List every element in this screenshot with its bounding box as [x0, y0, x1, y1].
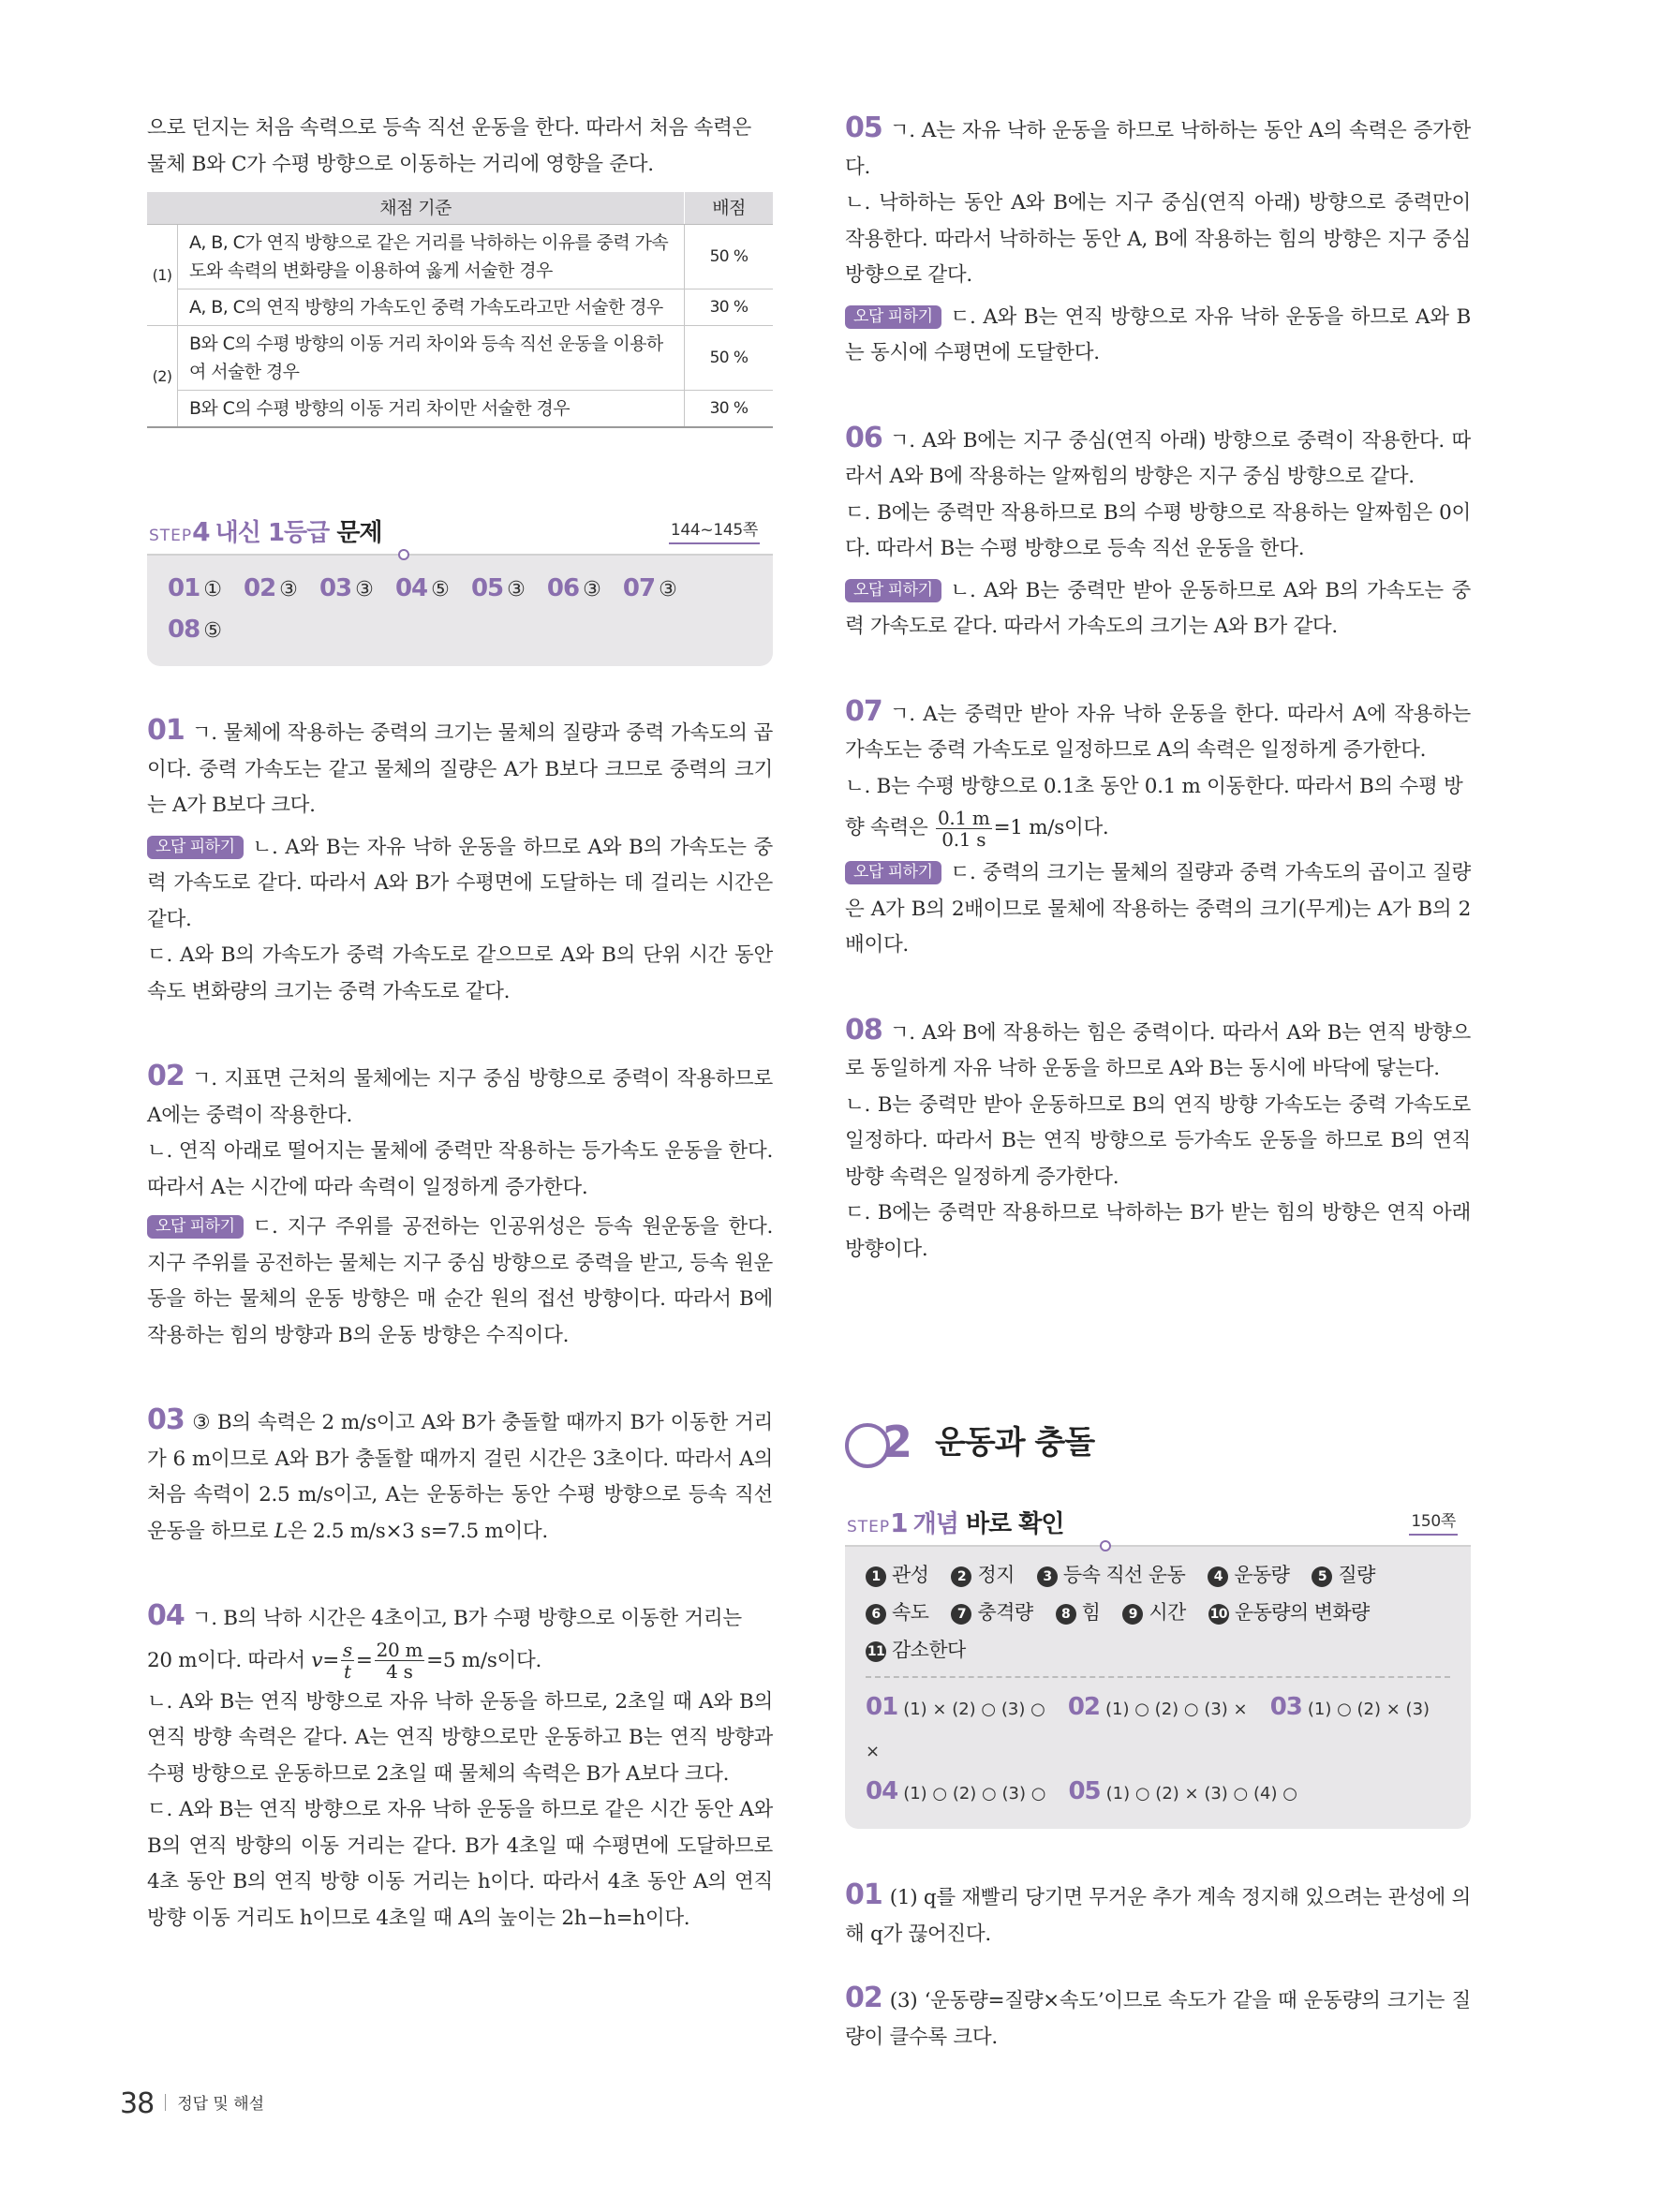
answer-04: 04 ㄱ. B의 낙하 시간은 4초이고, B가 수평 방향으로 이동한 거리는 20 m이다. 따라서 v= $\frac{s}{t}$ = $\frac{20 m}{4 s}$ =5 m/s이다. ㄴ. A와 B는 연직 방향으로 자유 낙하 운동을 하므로, 2초일 때 A와 B의 연직 방향 속력은 같다. A는 연직 방향으로만 운동하고 B는 연직 방향과 수평 방향으로 운동하므로 2초일 때 물체의 속력은 B가 A보다 크다. ㄷ. A와 B는 연직 방향으로 자유 낙하 운동을 하므로 같은 시간 동안 A와 B의 연직 방향의 이동 거리는 같다. B가 4초일 때 수평면에 도달하므로 4초 동안 B의 연직 방향 이동 거리는 h이다. 따라서 4초 동안 A의 연직 방향 이동 거리도 h이므로 4초일 때 A의 높이는 2h−h=h이다. [147, 1599, 773, 1930]
page-footer [120, 2087, 264, 2120]
left-column [147, 111, 773, 1937]
answer-row-2: 04 (1) ○ (2) ○ (3) ○ 05 (1) ○ (2) × (3) ○ (4) ○ [866, 1777, 1297, 1805]
criteria-score: 50 % [685, 326, 774, 391]
question-number: 02 [147, 1060, 185, 1092]
table-row [147, 289, 773, 326]
fraction: $\frac{s}{t}$ [342, 1639, 352, 1683]
wrong-answer-tag: 오답 피하기 [845, 579, 941, 602]
criteria-score: 50 % [685, 225, 774, 289]
answer-07: 07 ㄱ. A는 중력만 받아 자유 낙하 운동을 한다. 따라서 A에 작용하는 가속도는 중력 가속도로 일정하므로 A의 속력은 일정하게 증가한다. ㄴ. B는 수평 방향으로 0.1초 동안 0.1 m 이동한다. 따라서 B의 수평 방 향 속력은 $\frac{0.1 m}{0.1 s}$ =1 m/s이다. 오답 피하기 ㄷ. 중력의 크기는 물체의 질량과 중력 가속도의 곱이고 질량은 A가 B의 2배이므로 물체에 작용하는 중력의 크기(무게)는 A가 B의 2배이다. [845, 694, 1471, 957]
answer-row-1: 01 ① 02 ③ 03 ③ 04 ⑤ 05 ③ 06 ③ 07 ③ [168, 574, 676, 602]
criteria-text: A, B, C의 연직 방향의 가속도인 중력 가속도라고만 서술한 경우 [178, 289, 685, 326]
question-number: 01 [845, 1878, 882, 1911]
intro-line-2: 물체 B와 C가 수평 방향으로 이동하는 거리에 영향을 준다. [147, 152, 654, 176]
grading-header-criteria: 채점 기준 [147, 192, 685, 225]
page-number: 38 [120, 2087, 155, 2120]
question-number: 07 [845, 694, 882, 728]
wrong-answer-tag: 오답 피하기 [845, 861, 941, 884]
row-number: (2) [147, 326, 178, 428]
wrong-answer-tag: 오답 피하기 [845, 305, 941, 329]
step4-header [147, 515, 773, 556]
table-row [147, 225, 773, 289]
footer-label: 정답 및 해설 [177, 2095, 265, 2114]
question-number: 04 [147, 1599, 185, 1632]
wrong-answer-tag: 오답 피하기 [147, 836, 244, 859]
answer-05: 05 ㄱ. A는 자유 낙하 운동을 하므로 낙하하는 동안 A의 속력은 증가한다. ㄴ. 낙하하는 동안 A와 B에는 지구 중심(연직 아래) 방향으로 중력만이 작용한다. 따라서 낙하하는 동안 A, B에 작용하는 힘의 방향은 지구 중심 방향으로 같다. 오답 피하기 ㄷ. A와 B는 연직 방향으로 자유 낙하 운동을 하므로 A와 B는 동시에 수평면에 도달한다. [845, 111, 1471, 364]
step4-label: STEP4 내신 1등급 문제 [149, 515, 382, 547]
criteria-score: 30 % [685, 391, 774, 428]
step1-answer-02: 02 (3) ‘운동량=질량×속도’이므로 속도가 같을 때 운동량의 크기는 질량이 클수록 크다. [845, 1982, 1471, 2049]
question-number: 02 [845, 1982, 882, 2014]
question-number: 03 [147, 1403, 185, 1436]
criteria-text: A, B, C가 연직 방향으로 같은 거리를 낙하하는 이유를 중력 가속도와 속력의 변화량을 이용하여 옳게 서술한 경우 [178, 225, 685, 289]
answer-03: 03 ③ B의 속력은 2 m/s이고 A와 B가 충돌할 때까지 B가 이동한 거리가 6 m이므로 A와 B가 충돌할 때까지 걸린 시간은 3초이다. 따라서 A의 처음 속력이 2.5 m/s이고, A는 운동하는 동안 수평 방향으로 등속 직선 운동을 하므로 L은 2.5 m/s×3 s=7.5 m이다. [147, 1403, 773, 1543]
intro-line-1: 으로 던지는 처음 속력으로 등속 직선 운동을 한다. 따라서 처음 속력은 [147, 116, 752, 140]
question-number: 05 [845, 111, 882, 144]
right-column [845, 111, 1471, 2056]
question-number: 08 [845, 1013, 882, 1047]
answer-row-1: 01 (1) × (2) ○ (3) ○ 02 (1) ○ (2) ○ (3) × 03 (1) ○ (2) × (3) × [866, 1693, 1430, 1761]
answer-row-2: 08 ⑤ [168, 616, 221, 644]
criteria-text: B와 C의 수평 방향의 이동 거리 차이만 서술한 경우 [178, 391, 685, 428]
chapter-title: 운동과 충돌 [935, 1424, 1095, 1462]
chapter-heading [845, 1416, 1471, 1468]
table-row [147, 391, 773, 428]
fraction: $\frac{20 m}{4 s}$ [376, 1639, 423, 1683]
step4-answer-box [147, 556, 773, 666]
concept-row-1: 1 관성 2 정지 3 등속 직선 운동 4 운동량 5 질량 [866, 1556, 1450, 1594]
step1-label: STEP1 개념 바로 확인 [847, 1507, 1064, 1538]
step1-answer-01: 01 (1) q를 재빨리 당기면 무거운 추가 계속 정지해 있으려는 관성에 의해 q가 끊어진다. [845, 1878, 1471, 1946]
grading-header-score: 배점 [685, 192, 774, 225]
wrong-answer-tag: 오답 피하기 [147, 1215, 244, 1239]
row-number: (1) [147, 225, 178, 326]
fraction: $\frac{0.1 m}{0.1 s}$ [937, 806, 990, 851]
concept-row-2: 6 속도 7 충격량 8 힘 9 시간 10 운동량의 변화량 [866, 1594, 1450, 1631]
criteria-score: 30 % [685, 289, 774, 326]
step1-pages: 150쪽 [1409, 1509, 1458, 1536]
chapter-number: 2 [882, 1417, 912, 1467]
table-row [147, 326, 773, 391]
criteria-text: B와 C의 수평 방향의 이동 거리 차이와 등속 직선 운동을 이용하여 서술한 경우 [178, 326, 685, 391]
answer-08: 08 ㄱ. A와 B에 작용하는 힘은 중력이다. 따라서 A와 B는 연직 방향으로 동일하게 자유 낙하 운동을 하므로 A와 B는 동시에 바닥에 닿는다. ㄴ. B는 중력만 받아 운동하므로 B의 연직 방향 가속도는 중력 가속도로 일정하다. 따라서 B는 연직 방향으로 등가속도 운동을 하므로 B의 연직 방향 속력은 일정하게 증가한다. ㄷ. B에는 중력만 작용하므로 낙하하는 B가 받는 힘의 방향은 연직 아래 방향이다. [845, 1013, 1471, 1261]
divider [866, 1676, 1450, 1678]
question-number: 01 [147, 714, 185, 747]
grading-table [147, 192, 773, 428]
answer-06: 06 ㄱ. A와 B에는 지구 중심(연직 아래) 방향으로 중력이 작용한다. 따라서 A와 B에 작용하는 알짜힘의 방향은 지구 중심 방향으로 같다. ㄷ. B에는 중력만 작용하므로 B의 수평 방향으로 작용하는 알짜힘은 0이다. 따라서 B는 수평 방향으로 등속 직선 운동을 한다. 오답 피하기 ㄴ. A와 B는 중력만 받아 운동하므로 A와 B의 가속도는 중력 가속도로 같다. 따라서 가속도의 크기는 A와 B가 같다. [845, 421, 1471, 638]
step4-pages: 144~145쪽 [669, 518, 760, 544]
step1-answer-box [845, 1547, 1471, 1829]
answer-02: 02 ㄱ. 지표면 근처의 물체에는 지구 중심 방향으로 중력이 작용하므로 A에는 중력이 작용한다. ㄴ. 연직 아래로 떨어지는 물체에 중력만 작용하는 등가속도 운동을 한다. 따라서 A는 시간에 따라 속력이 일정하게 증가한다. 오답 피하기 ㄷ. 지구 주위를 공전하는 인공위성은 등속 원운동을 한다. 지구 주위를 공전하는 물체는 지구 중심 방향으로 중력을 받고, 등속 원운동을 하는 물체의 운동 방향은 매 순간 원의 접선 방향이다. 따라서 B에 작용하는 힘의 방향과 B의 운동 방향은 수직이다. [147, 1060, 773, 1347]
question-number: 06 [845, 421, 882, 454]
answer-01: 01 ㄱ. 물체에 작용하는 중력의 크기는 물체의 질량과 중력 가속도의 곱이다. 중력 가속도는 같고 물체의 질량은 A가 B보다 크므로 중력의 크기는 A가 B보다 크다. 오답 피하기 ㄴ. A와 B는 자유 낙하 운동을 하므로 A와 B의 가속도는 중력 가속도로 같다. 따라서 A와 B가 수평면에 도달하는 데 걸리는 시간은 같다. ㄷ. A와 B의 가속도가 중력 가속도로 같으므로 A와 B의 단위 시간 동안 속도 변화량의 크기는 중력 가속도로 같다. [147, 714, 773, 1003]
step1-header [845, 1509, 1471, 1547]
concept-row-3: 11 감소한다 [867, 1639, 966, 1661]
